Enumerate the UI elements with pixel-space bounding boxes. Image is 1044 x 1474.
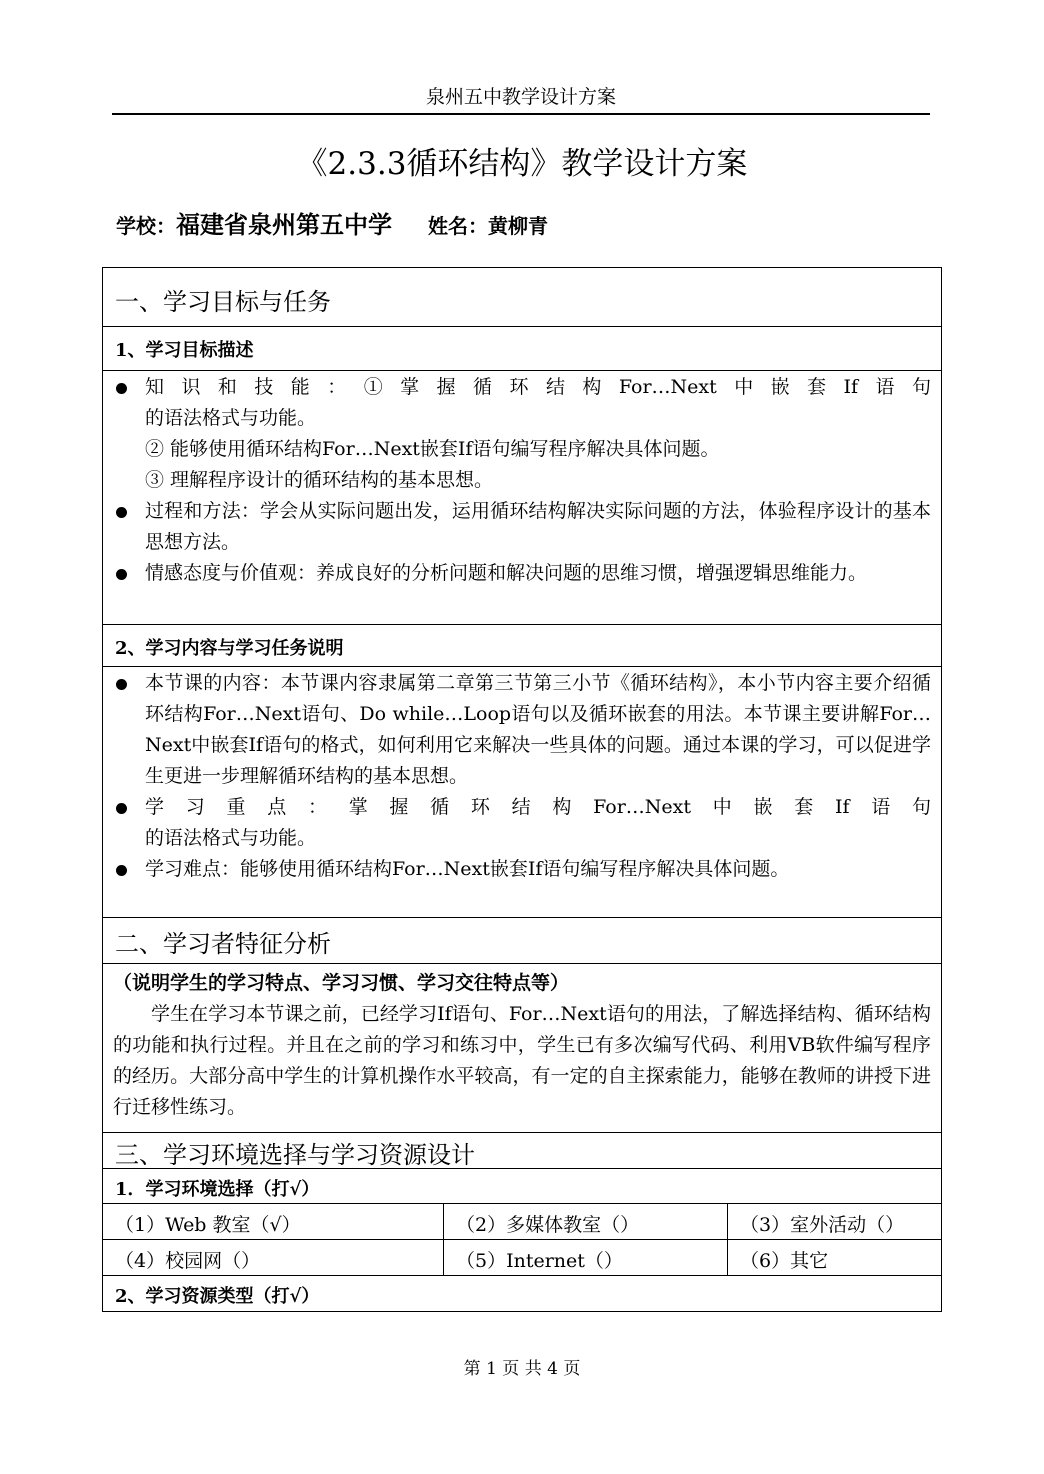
bullet-item: 过程和方法：学会从实际问题出发，运用循环结构解决实际问题的方法，体验程序设计的基本思想方法。 [103,496,941,558]
subsection-heading: 2、学习资源类型（打√） [115,1286,320,1307]
env-options-row [103,1204,941,1240]
bullet-item: 学习难点：能够使用循环结构For…Next嵌套If语句编写程序解决具体问题。 [103,854,941,885]
author-name: 黄柳青 [488,214,548,238]
env-option: （4）校园网（） [103,1240,444,1275]
bullet-item: 本节课的内容：本节课内容隶属第二章第三节第三小节《循环结构》，本小节内容主要介绍循环结构For…Next语句、Do while…Loop语句以及循环嵌套的用法。本节课主要讲解For…Next中嵌套If语句的格式，如何利用它来解决一些具体的问题。通过本课的学习，可以促进学生更进一步理解循环结构的基本思想。 [103,668,941,792]
subsection-heading: 1．学习环境选择（打√） [103,1169,941,1204]
page-footer: 第 1 页 共 4 页 [463,1359,581,1379]
content-cell [103,667,941,918]
section-heading: 一、学习目标与任务 [103,268,941,327]
design-table [102,267,942,1312]
analysis-body: 学生在学习本节课之前，已经学习If语句、For…Next语句的用法，了解选择结构、循环结构的功能和执行过程。并且在之前的学习和练习中，学生已有多次编写代码、利用VB软件编写程序的经历。大部分高中学生的计算机操作水平较高，有一定的自主探索能力，能够在教师的讲授下进行迁移性练习。 [113,1003,931,1118]
author-info [116,205,548,240]
bullet-item: 情感态度与价值观：养成良好的分析问题和解决问题的思维习惯，增强逻辑思维能力。 [103,558,941,589]
env-option: （2）多媒体教室（） [444,1204,728,1239]
bullet-item: 学习重点：掌握循环结构For…Next中嵌套If语句 的语法格式与功能。 [103,792,941,854]
page-header: 泉州五中教学设计方案 [112,82,930,115]
env-option: （5）Internet（） [444,1240,728,1275]
bullet-item: 知识和技能：①掌握循环结构For…Next中嵌套If语句 的语法格式与功能。 ② 能够使用循环结构For…Next嵌套If语句编写程序解决具体问题。 ③ 理解程序设计的循环结构的基本思想。 [103,372,941,496]
objectives-cell [103,371,941,625]
analysis-note: （说明学生的学习特点、学习习惯、学习交往特点等） [113,972,570,994]
document-title: 《2.3.3循环结构》教学设计方案 [296,146,748,182]
subsection-heading: 2、学习内容与学习任务说明 [103,625,941,667]
name-label: 姓名： [428,214,488,238]
env-option: （6）其它 [740,1250,829,1272]
env-options-row [103,1240,941,1276]
section-heading: 三、学习环境选择与学习资源设计 [103,1133,941,1169]
school-label: 学校： [116,214,176,238]
subsection-heading: 1、学习目标描述 [103,327,941,371]
school-name: 福建省泉州第五中学 [176,211,392,239]
env-option: （1）Web 教室（√） [103,1204,444,1239]
learner-analysis-cell [103,964,941,1133]
section-heading: 二、学习者特征分析 [103,918,941,964]
env-option: （3）室外活动（） [740,1214,905,1236]
